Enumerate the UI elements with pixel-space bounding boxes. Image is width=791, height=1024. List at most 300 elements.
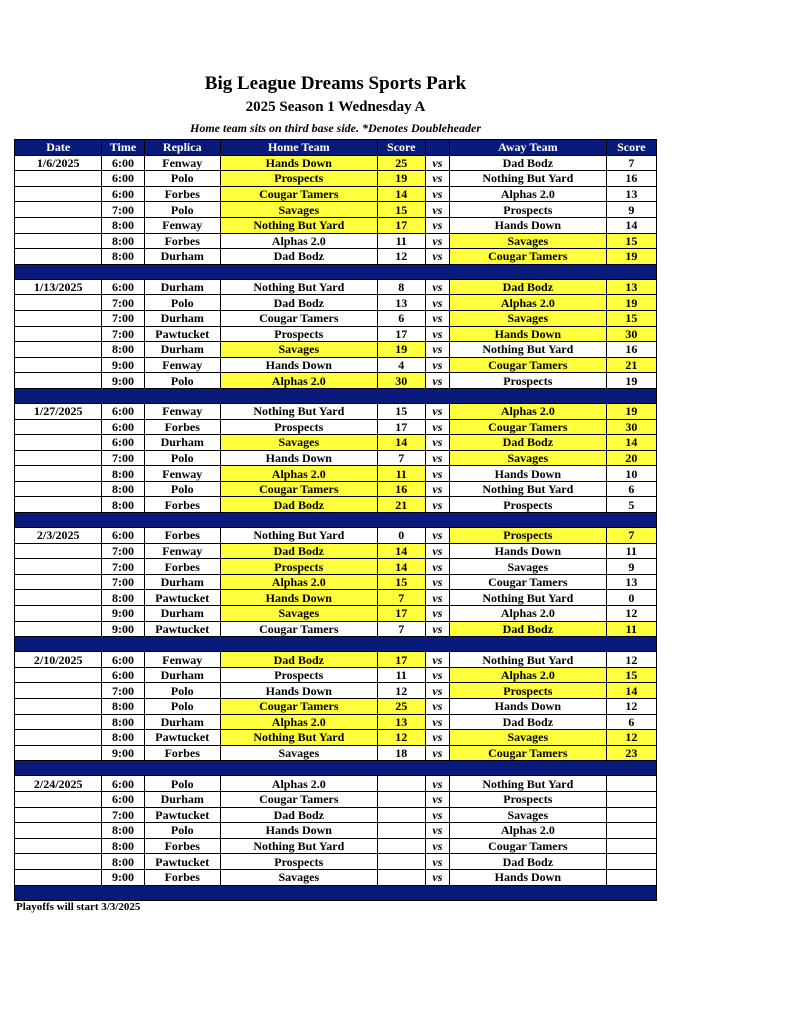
game-time: 8:00 — [102, 466, 144, 482]
vs-label: vs — [425, 155, 449, 171]
game-time: 6:00 — [102, 791, 144, 807]
home-team: Alphas 2.0 — [220, 233, 377, 249]
home-team: Nothing But Yard — [220, 279, 377, 295]
game-time: 6:00 — [102, 528, 144, 544]
game-row — [15, 606, 657, 622]
game-date — [15, 791, 102, 807]
game-time: 9:00 — [102, 606, 144, 622]
home-score: 7 — [377, 450, 425, 466]
game-replica: Pawtucket — [144, 730, 220, 746]
game-time: 6:00 — [102, 403, 144, 419]
away-score: 15 — [606, 233, 656, 249]
home-team: Alphas 2.0 — [220, 373, 377, 389]
week-separator-bar — [15, 637, 657, 652]
home-team: Cougar Tamers — [220, 481, 377, 497]
game-replica: Fenway — [144, 217, 220, 233]
game-replica: Polo — [144, 481, 220, 497]
game-date — [15, 186, 102, 202]
away-team: Savages — [449, 233, 606, 249]
game-time: 6:00 — [102, 186, 144, 202]
vs-label: vs — [425, 791, 449, 807]
game-replica: Polo — [144, 683, 220, 699]
away-team: Nothing But Yard — [449, 776, 606, 792]
home-team: Prospects — [220, 559, 377, 575]
away-score: 6 — [606, 481, 656, 497]
vs-label: vs — [425, 869, 449, 885]
home-score: 19 — [377, 342, 425, 358]
game-date — [15, 326, 102, 342]
game-date — [15, 481, 102, 497]
vs-label: vs — [425, 342, 449, 358]
game-time: 8:00 — [102, 823, 144, 839]
game-time: 6:00 — [102, 435, 144, 451]
game-date — [15, 730, 102, 746]
week-separator-bar — [15, 761, 657, 776]
vs-label: vs — [425, 606, 449, 622]
game-row — [15, 807, 657, 823]
game-time: 7:00 — [102, 310, 144, 326]
game-replica: Polo — [144, 202, 220, 218]
away-score: 20 — [606, 450, 656, 466]
game-date — [15, 823, 102, 839]
away-score — [606, 838, 656, 854]
home-score: 13 — [377, 714, 425, 730]
game-date — [15, 869, 102, 885]
game-time: 9:00 — [102, 621, 144, 637]
home-team: Hands Down — [220, 450, 377, 466]
game-time: 8:00 — [102, 497, 144, 513]
away-team: Prospects — [449, 202, 606, 218]
away-team: Cougar Tamers — [449, 838, 606, 854]
schedule-table — [14, 139, 657, 901]
home-score: 16 — [377, 481, 425, 497]
game-row — [15, 357, 657, 373]
home-score: 30 — [377, 373, 425, 389]
game-replica: Forbes — [144, 559, 220, 575]
vs-label: vs — [425, 326, 449, 342]
game-row — [15, 481, 657, 497]
away-score: 7 — [606, 155, 656, 171]
game-date: 2/24/2025 — [15, 776, 102, 792]
week-separator — [15, 885, 657, 900]
vs-label: vs — [425, 621, 449, 637]
col-header-home-score: Score — [377, 140, 425, 156]
game-time: 7:00 — [102, 450, 144, 466]
vs-label: vs — [425, 823, 449, 839]
away-team: Cougar Tamers — [449, 745, 606, 761]
away-score: 11 — [606, 621, 656, 637]
game-date — [15, 745, 102, 761]
week-separator-bar — [15, 885, 657, 900]
game-row — [15, 667, 657, 683]
vs-label: vs — [425, 528, 449, 544]
game-time: 6:00 — [102, 155, 144, 171]
vs-label: vs — [425, 807, 449, 823]
away-team: Savages — [449, 807, 606, 823]
game-row — [15, 435, 657, 451]
game-replica: Durham — [144, 606, 220, 622]
away-score: 13 — [606, 574, 656, 590]
game-replica: Forbes — [144, 528, 220, 544]
away-score: 23 — [606, 745, 656, 761]
game-replica: Fenway — [144, 357, 220, 373]
game-replica: Durham — [144, 667, 220, 683]
home-team: Nothing But Yard — [220, 403, 377, 419]
away-team: Dad Bodz — [449, 279, 606, 295]
game-replica: Pawtucket — [144, 807, 220, 823]
away-score: 30 — [606, 326, 656, 342]
home-score: 11 — [377, 233, 425, 249]
vs-label: vs — [425, 776, 449, 792]
game-replica: Durham — [144, 435, 220, 451]
home-score: 11 — [377, 667, 425, 683]
home-team: Prospects — [220, 854, 377, 870]
away-team: Alphas 2.0 — [449, 186, 606, 202]
home-score: 6 — [377, 310, 425, 326]
home-team: Savages — [220, 606, 377, 622]
game-row — [15, 171, 657, 187]
game-date — [15, 373, 102, 389]
game-row — [15, 528, 657, 544]
home-score: 17 — [377, 419, 425, 435]
away-score: 19 — [606, 295, 656, 311]
home-score: 25 — [377, 155, 425, 171]
game-row — [15, 621, 657, 637]
away-team: Hands Down — [449, 699, 606, 715]
game-replica: Forbes — [144, 838, 220, 854]
away-score: 21 — [606, 357, 656, 373]
away-score: 12 — [606, 652, 656, 668]
game-replica: Polo — [144, 295, 220, 311]
home-score: 21 — [377, 497, 425, 513]
away-team: Dad Bodz — [449, 854, 606, 870]
vs-label: vs — [425, 450, 449, 466]
week-separator — [15, 388, 657, 403]
game-row — [15, 450, 657, 466]
game-date — [15, 419, 102, 435]
home-score: 14 — [377, 186, 425, 202]
home-team: Savages — [220, 745, 377, 761]
week-separator — [15, 513, 657, 528]
game-replica: Pawtucket — [144, 854, 220, 870]
away-score: 11 — [606, 543, 656, 559]
home-team: Hands Down — [220, 155, 377, 171]
game-time: 7:00 — [102, 326, 144, 342]
game-date — [15, 310, 102, 326]
playoffs-note: Playoffs will start 3/3/2025 — [16, 901, 141, 913]
game-row — [15, 342, 657, 358]
away-score: 16 — [606, 342, 656, 358]
game-date — [15, 559, 102, 575]
home-team: Alphas 2.0 — [220, 466, 377, 482]
game-time: 8:00 — [102, 481, 144, 497]
game-date — [15, 249, 102, 265]
away-team: Nothing But Yard — [449, 342, 606, 358]
game-replica: Fenway — [144, 652, 220, 668]
game-replica: Polo — [144, 450, 220, 466]
away-score: 30 — [606, 419, 656, 435]
home-team: Alphas 2.0 — [220, 776, 377, 792]
away-team: Alphas 2.0 — [449, 403, 606, 419]
home-team: Prospects — [220, 171, 377, 187]
col-header-vs — [425, 140, 449, 156]
vs-label: vs — [425, 497, 449, 513]
game-time: 8:00 — [102, 730, 144, 746]
game-time: 6:00 — [102, 419, 144, 435]
home-score: 14 — [377, 543, 425, 559]
game-date: 2/10/2025 — [15, 652, 102, 668]
game-date — [15, 807, 102, 823]
away-team: Cougar Tamers — [449, 357, 606, 373]
away-team: Prospects — [449, 791, 606, 807]
home-team: Alphas 2.0 — [220, 714, 377, 730]
vs-label: vs — [425, 543, 449, 559]
game-time: 6:00 — [102, 667, 144, 683]
home-team: Alphas 2.0 — [220, 574, 377, 590]
game-row — [15, 466, 657, 482]
away-score — [606, 807, 656, 823]
away-score: 14 — [606, 683, 656, 699]
home-team: Hands Down — [220, 357, 377, 373]
game-time: 7:00 — [102, 807, 144, 823]
game-date: 2/3/2025 — [15, 528, 102, 544]
game-date: 1/6/2025 — [15, 155, 102, 171]
game-date — [15, 217, 102, 233]
game-row — [15, 295, 657, 311]
game-row — [15, 279, 657, 295]
game-time: 7:00 — [102, 202, 144, 218]
vs-label: vs — [425, 435, 449, 451]
game-date — [15, 683, 102, 699]
game-date — [15, 838, 102, 854]
game-time: 8:00 — [102, 838, 144, 854]
away-team: Dad Bodz — [449, 621, 606, 637]
away-score: 12 — [606, 606, 656, 622]
game-time: 9:00 — [102, 357, 144, 373]
away-team: Nothing But Yard — [449, 652, 606, 668]
away-score: 19 — [606, 249, 656, 265]
game-replica: Forbes — [144, 186, 220, 202]
game-row — [15, 823, 657, 839]
game-replica: Polo — [144, 699, 220, 715]
game-time: 8:00 — [102, 699, 144, 715]
home-team: Hands Down — [220, 683, 377, 699]
game-row — [15, 217, 657, 233]
game-time: 8:00 — [102, 714, 144, 730]
game-date — [15, 450, 102, 466]
game-row — [15, 699, 657, 715]
away-team: Dad Bodz — [449, 435, 606, 451]
home-score: 13 — [377, 295, 425, 311]
game-replica: Forbes — [144, 419, 220, 435]
vs-label: vs — [425, 838, 449, 854]
game-replica: Polo — [144, 373, 220, 389]
home-score: 14 — [377, 435, 425, 451]
col-header-away-score: Score — [606, 140, 656, 156]
away-score: 12 — [606, 699, 656, 715]
vs-label: vs — [425, 249, 449, 265]
game-time: 9:00 — [102, 869, 144, 885]
vs-label: vs — [425, 373, 449, 389]
vs-label: vs — [425, 652, 449, 668]
home-score: 15 — [377, 403, 425, 419]
vs-label: vs — [425, 667, 449, 683]
home-score: 11 — [377, 466, 425, 482]
home-team: Savages — [220, 435, 377, 451]
away-team: Prospects — [449, 683, 606, 699]
away-score: 7 — [606, 528, 656, 544]
week-separator — [15, 264, 657, 279]
home-team: Nothing But Yard — [220, 838, 377, 854]
away-team: Hands Down — [449, 466, 606, 482]
game-row — [15, 233, 657, 249]
game-replica: Forbes — [144, 745, 220, 761]
game-row — [15, 791, 657, 807]
game-replica: Durham — [144, 279, 220, 295]
home-score — [377, 823, 425, 839]
home-score: 17 — [377, 652, 425, 668]
vs-label: vs — [425, 202, 449, 218]
home-team: Cougar Tamers — [220, 310, 377, 326]
vs-label: vs — [425, 233, 449, 249]
header-row — [15, 140, 657, 156]
game-date — [15, 342, 102, 358]
home-score: 15 — [377, 574, 425, 590]
game-time: 8:00 — [102, 590, 144, 606]
vs-label: vs — [425, 310, 449, 326]
away-team: Alphas 2.0 — [449, 295, 606, 311]
away-team: Prospects — [449, 528, 606, 544]
home-score: 19 — [377, 171, 425, 187]
away-score — [606, 776, 656, 792]
home-team: Dad Bodz — [220, 543, 377, 559]
game-row — [15, 745, 657, 761]
away-score: 12 — [606, 730, 656, 746]
game-time: 6:00 — [102, 171, 144, 187]
game-date — [15, 574, 102, 590]
home-team: Savages — [220, 869, 377, 885]
home-score: 17 — [377, 326, 425, 342]
game-time: 7:00 — [102, 559, 144, 575]
game-row — [15, 574, 657, 590]
home-team: Nothing But Yard — [220, 730, 377, 746]
away-team: Dad Bodz — [449, 155, 606, 171]
vs-label: vs — [425, 699, 449, 715]
col-header-home-team: Home Team — [220, 140, 377, 156]
away-team: Nothing But Yard — [449, 171, 606, 187]
col-header-replica: Replica — [144, 140, 220, 156]
home-score: 17 — [377, 217, 425, 233]
col-header-date: Date — [15, 140, 102, 156]
game-time: 9:00 — [102, 745, 144, 761]
game-row — [15, 155, 657, 171]
away-team: Cougar Tamers — [449, 249, 606, 265]
home-team: Nothing But Yard — [220, 528, 377, 544]
game-row — [15, 854, 657, 870]
home-score — [377, 854, 425, 870]
page-subtitle: 2025 Season 1 Wednesday A — [245, 99, 426, 115]
home-score — [377, 776, 425, 792]
vs-label: vs — [425, 730, 449, 746]
game-date — [15, 357, 102, 373]
game-time: 8:00 — [102, 233, 144, 249]
game-replica: Durham — [144, 791, 220, 807]
game-date — [15, 699, 102, 715]
game-row — [15, 249, 657, 265]
game-date — [15, 543, 102, 559]
game-date — [15, 621, 102, 637]
away-score — [606, 854, 656, 870]
game-row — [15, 838, 657, 854]
game-time: 6:00 — [102, 279, 144, 295]
game-date — [15, 497, 102, 513]
vs-label: vs — [425, 357, 449, 373]
away-score: 15 — [606, 667, 656, 683]
vs-label: vs — [425, 279, 449, 295]
away-score: 0 — [606, 590, 656, 606]
game-replica: Fenway — [144, 155, 220, 171]
home-score: 7 — [377, 590, 425, 606]
home-team: Dad Bodz — [220, 497, 377, 513]
vs-label: vs — [425, 745, 449, 761]
away-score — [606, 823, 656, 839]
vs-label: vs — [425, 217, 449, 233]
vs-label: vs — [425, 590, 449, 606]
home-team: Nothing But Yard — [220, 217, 377, 233]
away-team: Hands Down — [449, 543, 606, 559]
away-score: 14 — [606, 217, 656, 233]
away-score: 6 — [606, 714, 656, 730]
vs-label: vs — [425, 854, 449, 870]
game-replica: Pawtucket — [144, 590, 220, 606]
away-score — [606, 869, 656, 885]
vs-label: vs — [425, 714, 449, 730]
col-header-time: Time — [102, 140, 144, 156]
home-team: Cougar Tamers — [220, 186, 377, 202]
game-time: 6:00 — [102, 776, 144, 792]
home-score: 4 — [377, 357, 425, 373]
home-score: 8 — [377, 279, 425, 295]
game-date — [15, 466, 102, 482]
game-row — [15, 559, 657, 575]
game-replica: Forbes — [144, 233, 220, 249]
schedule-body — [15, 155, 657, 900]
game-replica: Durham — [144, 310, 220, 326]
away-score: 9 — [606, 202, 656, 218]
home-team: Prospects — [220, 667, 377, 683]
home-team: Hands Down — [220, 590, 377, 606]
game-date: 1/27/2025 — [15, 403, 102, 419]
vs-label: vs — [425, 574, 449, 590]
game-replica: Polo — [144, 776, 220, 792]
away-score: 5 — [606, 497, 656, 513]
game-date — [15, 435, 102, 451]
vs-label: vs — [425, 683, 449, 699]
game-row — [15, 326, 657, 342]
game-row — [15, 730, 657, 746]
schedule-note: Home team sits on third base side. *Denotes Doubleheader — [190, 121, 481, 135]
away-score: 19 — [606, 373, 656, 389]
game-date — [15, 295, 102, 311]
away-team: Nothing But Yard — [449, 481, 606, 497]
game-replica: Polo — [144, 823, 220, 839]
game-replica: Fenway — [144, 466, 220, 482]
home-team: Dad Bodz — [220, 807, 377, 823]
away-score: 13 — [606, 186, 656, 202]
vs-label: vs — [425, 186, 449, 202]
week-separator — [15, 761, 657, 776]
game-date — [15, 667, 102, 683]
